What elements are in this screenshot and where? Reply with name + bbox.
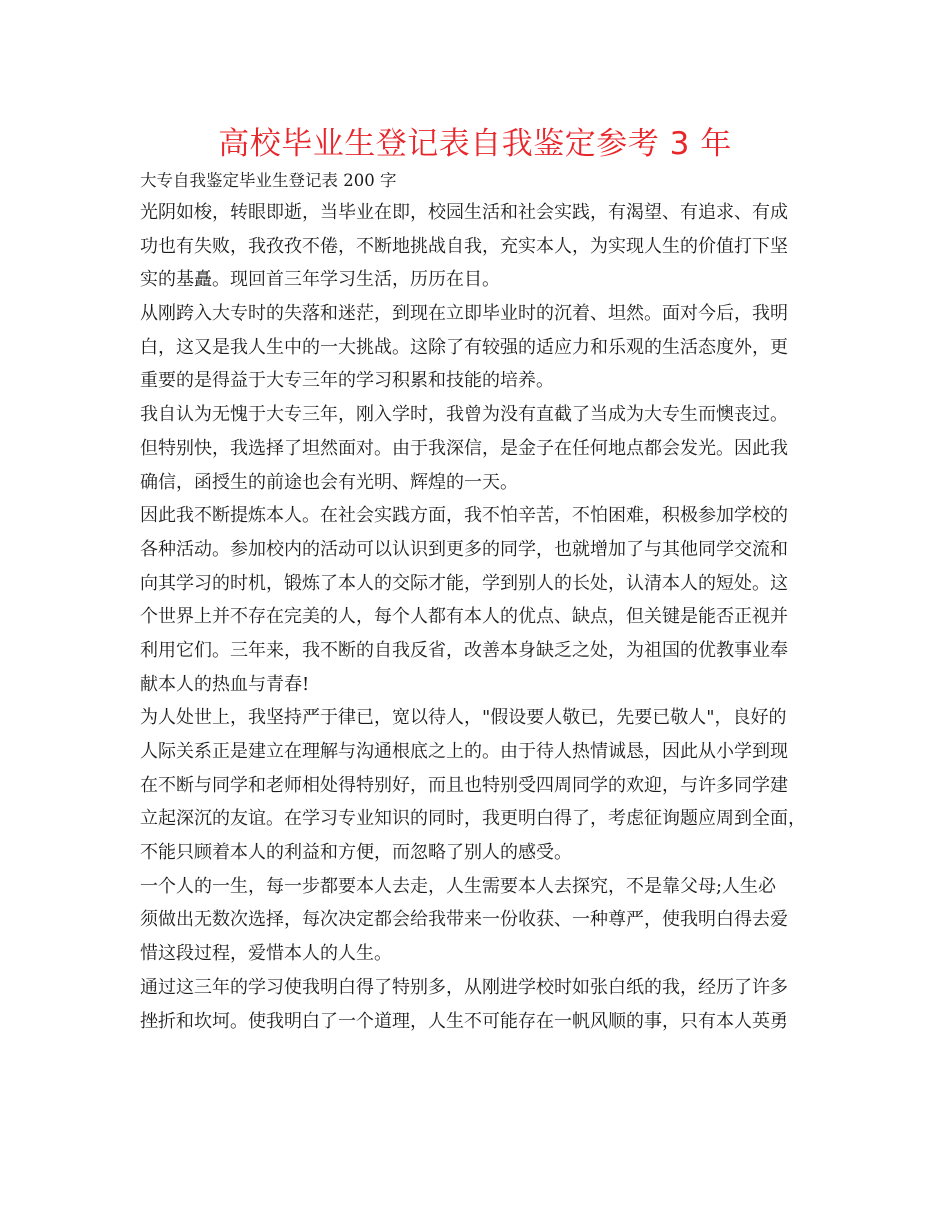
text-line: 不能只顾着本人的利益和方便，而忽略了别人的感受。: [140, 842, 572, 864]
document-title: 高校毕业生登记表自我鉴定参考 3 年: [218, 126, 732, 162]
text-line: 立起深沉的友谊。在学习专业知识的同时，我更明白得了，考虑征询题应周到全面，: [140, 808, 806, 830]
text-line: 须做出无数次选择，每次决定都会给我带来一份收获、一种尊严，使我明白得去爱: [140, 909, 788, 931]
text-line: 重要的是得益于大专三年的学习积累和技能的培养。: [140, 370, 554, 392]
text-line: 通过这三年的学习使我明白得了特别多，从刚进学校时如张白纸的我，经历了许多: [140, 976, 788, 998]
text-line: 献本人的热血与青春!: [140, 673, 310, 695]
text-line: 向其学习的时机，锻炼了本人的交际才能，学到别人的长处，认清本人的短处。这: [140, 572, 788, 594]
text-line: 在不断与同学和老师相处得特别好，而且也特别受四周同学的欢迎，与许多同学建: [140, 774, 788, 796]
text-line: 实的基矗。现回首三年学习生活，历历在目。: [140, 269, 500, 291]
text-line: 个世界上并不存在完美的人，每个人都有本人的优点、缺点，但关键是能否正视并: [140, 606, 788, 628]
text-line: 惜这段过程，爱惜本人的人生。: [140, 943, 392, 965]
text-line: 为人处世上，我坚持严于律已，宽以待人，"假设要人敬已，先要已敬人"，良好的: [140, 707, 787, 729]
text-line: 从刚跨入大专时的失落和迷茫，到现在立即毕业时的沉着、坦然。面对今后，我明: [140, 303, 788, 325]
text-line: 我自认为无愧于大专三年，刚入学时，我曾为没有直截了当成为大专生而懊丧过。: [140, 404, 788, 426]
text-line: 人际关系正是建立在理解与沟通根底之上的。由于待人热情诚恳，因此从小学到现: [140, 741, 788, 762]
text-line: 各种活动。参加校内的活动可以认识到更多的同学，也就增加了与其他同学交流和: [140, 538, 788, 560]
text-line: 一个人的一生，每一步都要本人去走，人生需要本人去探究，不是靠父母;人生必: [140, 875, 777, 897]
text-line: 但特别快，我选择了坦然面对。由于我深信，是金子在任何地点都会发光。因此我: [140, 437, 788, 459]
text-line: 功也有失败，我孜孜不倦，不断地挑战自我，充实本人，为实现人生的价值打下坚: [140, 235, 788, 257]
text-line: 因此我不断提炼本人。在社会实践方面，我不怕辛苦，不怕困难，积极参加学校的: [140, 505, 788, 527]
text-line: 利用它们。三年来，我不断的自我反省，改善本身缺乏之处，为祖国的优教事业奉: [140, 639, 788, 661]
text-line: 白，这又是我人生中的一大挑战。这除了有较强的适应力和乐观的生活态度外，更: [140, 336, 788, 358]
text-line: 挫折和坎坷。使我明白了一个道理，人生不可能存在一帆风顺的事，只有本人英勇: [140, 1010, 788, 1032]
document-body: [140, 196, 830, 1038]
text-line: 确信，函授生的前途也会有光明、辉煌的一天。: [140, 471, 518, 493]
text-line: 光阴如梭，转眼即逝，当毕业在即，校园生活和社会实践，有渴望、有追求、有成: [140, 202, 788, 223]
document-subtitle: 大专自我鉴定毕业生登记表 200 字: [140, 171, 397, 190]
